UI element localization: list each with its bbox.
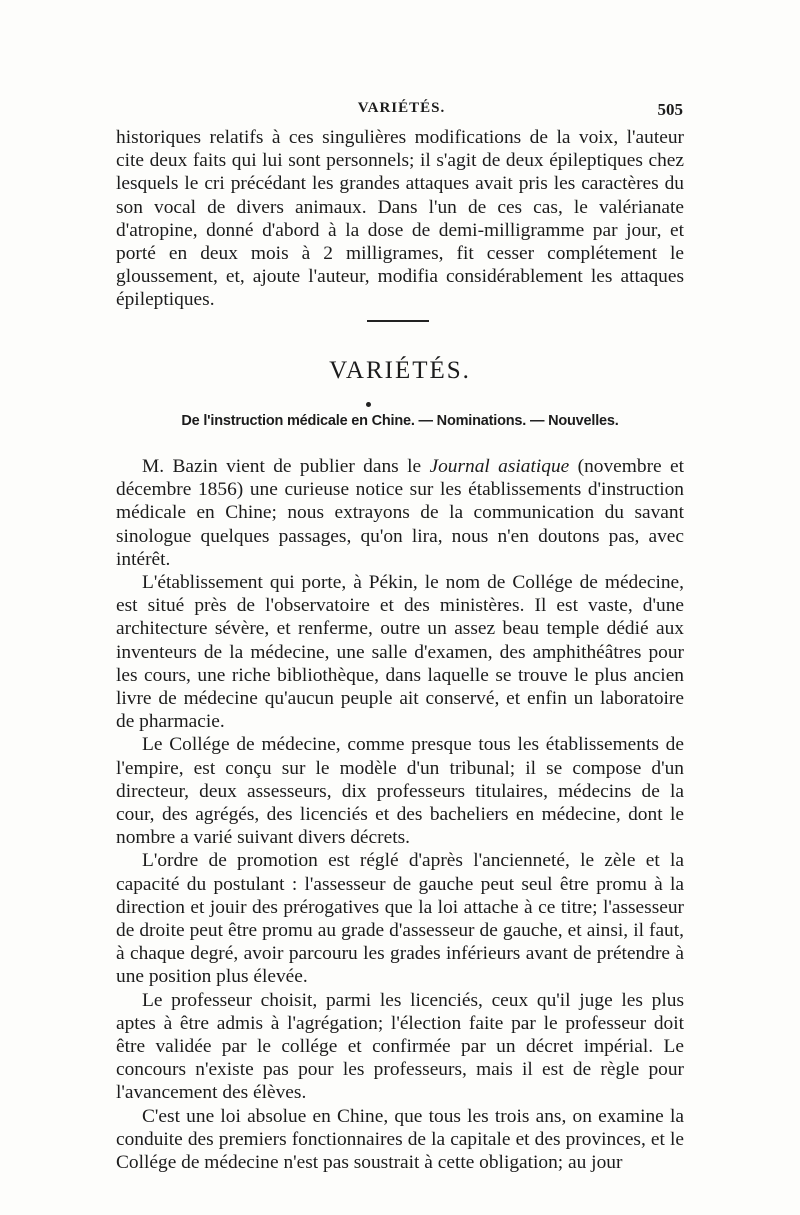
paragraph-5: Le professeur choisit, parmi les licenciés, ceux qu'il juge les plus aptes à être admis à l'agrégation; l'élection faite par le professeur doit être validée par le collége et confirmée par un décret impérial. Le concours n'existe pas pour les professeurs, mais il est de règle pour l'avancement des élèves.: [116, 989, 684, 1104]
intro-text-block: [116, 126, 684, 312]
running-head: [120, 100, 683, 124]
paragraph-3: Le Collége de médecine, comme presque tous les établissements de l'empire, est conçu sur le modèle d'un tribunal; il se compose d'un directeur, deux assesseurs, dix professeurs titulaires, médecins de la cour, des agrégés, des licenciés et des bacheliers en médecine, dont le nombre a varié suivant divers décrets.: [116, 734, 684, 849]
paragraph-4: L'ordre de promotion est réglé d'après l'ancienneté, le zèle et la capacité du postulant : l'assesseur de gauche peut seul être promu à la direction et jouir des prérogatives que la loi attache à ce titre; l'assesseur de droite peut être promu au grade d'assesseur de gauche, et ainsi, il faut, à chaque degré, avoir parcouru les grades inférieurs avant de prétendre à une position plus élevée.: [116, 850, 684, 988]
intro-paragraph: historiques relatifs à ces singulières modifications de la voix, l'auteur cite deux faits qui lui sont personnels; il s'agit de deux épileptiques chez lesquels le cri précédant les grandes attaques avait pris les caractères du son vocal de divers animaux. Dans l'un de ces cas, le valérianate d'atropine, donné d'abord à la dose de demi-milligramme par jour, et porté en deux mois à 2 milligrames, fit cesser complétement le gloussement, et, ajoute l'auteur, modifia considérablement les attaques épileptiques.: [116, 127, 684, 311]
journal-title: Journal asiatique: [429, 456, 570, 477]
article-body: [116, 455, 684, 1174]
running-title: VARIÉTÉS.: [357, 100, 446, 116]
paragraph-6: C'est une loi absolue en Chine, que tous les trois ans, on examine la conduite des premiers fonctionnaires de la capitale et des provinces, et le Collége de médecine n'est pas soustrait à cette obligation; au jour: [116, 1105, 684, 1174]
page-number: 505: [657, 100, 683, 119]
section-subtitle: De l'instruction médicale en Chine. — Nominations. — Nouvelles.: [181, 413, 619, 429]
paragraph-1-end: (novembre et décembre 1856) une curieuse notice sur les établissements d'instruction médicale en Chine; nous extrayons de la communication du savant sinologue quelques passages, qu'on lira, nous n'en doutons pas, avec intérêt.: [116, 456, 684, 570]
section-title: VARIÉTÉS.: [329, 357, 471, 384]
ornament-dot: [366, 402, 371, 407]
paragraph-1: [116, 455, 684, 571]
section-divider-rule: [367, 320, 429, 322]
paragraph-1-start: M. Bazin vient de publier dans le: [142, 456, 430, 477]
paragraph-2: L'établissement qui porte, à Pékin, le nom de Collége de médecine, est situé près de l'observatoire et des ministères. Il est vaste, d'une architecture sévère, et renferme, outre un assez beau temple dédié aux inventeurs de la médecine, une salle d'examen, des amphithéâtres pour les cours, une riche bibliothèque, dans laquelle se trouve le plus ancien livre de médecine qu'aucun peuple ait conservé, et enfin un laboratoire de pharmacie.: [116, 572, 684, 733]
